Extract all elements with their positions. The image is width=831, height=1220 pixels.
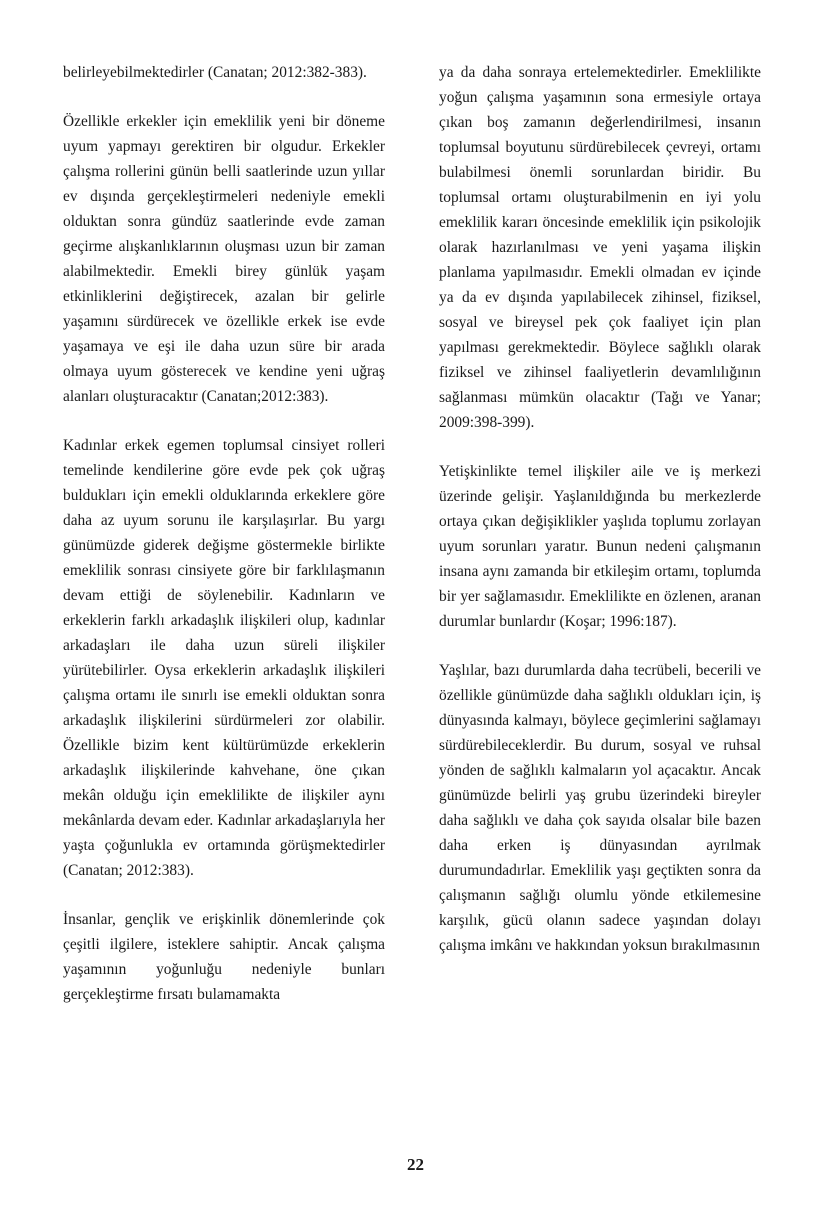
paragraph: Özellikle erkekler için emeklilik yeni bir döneme uyum yapmayı gerektiren bir olgudur. Erkekler çalışma rollerini günün belli saatlerinde uzun yıllar ev dışında gerçekleştirmeleri nedeniyle emekli olduktan sonra gündüz saatlerinde evde zaman geçirme alışkanlıklarının oluşması uzun bir zaman alabilmektedir. Emekli birey günlük yaşam etkinliklerini değiştirecek, azalan bir gelirle yaşamını sürdürecek ve özellikle erkek ise evde yaşamaya ve eşi ile daha uzun süre bir arada olmaya uyum gösterecek ve kendine yeni uğraş alanları oluşturacaktır (Canatan;2012:383).	[63, 113, 385, 405]
paragraph: Yaşlılar, bazı durumlarda daha tecrübeli, becerili ve özellikle günümüzde daha sağlıklı oldukları için, iş dünyasında kalmayı, böylece geçimlerini sağlamayı sürdürebileceklerdir. Bu durum, sosyal ve ruhsal yönden de sağlıklı kalmaların yol açacaktır. Ancak günümüzde belirli yaş grubu üzerindeki bireyler daha sağlıklı ve daha çok sayıda olsalar bile bazen daha erken iş dünyasından ayrılmak durumundadırlar. Emeklilik yaşı geçtikten sonra da çalışmanın sağlığı olumlu yönde etkilemesine karşılık, gücü olanın sadece yaşından dolayı çalışma imkânı ve hakkından yoksun bırakılmasının	[439, 662, 761, 954]
paragraph: belirleyebilmektedirler (Canatan; 2012:382-383).	[63, 64, 367, 81]
paragraph: ya da daha sonraya ertelemektedirler. Emeklilikte yoğun çalışma yaşamının sona ermesiyle ortaya çıkan boş zamanın değerlendirilmesi, insanın toplumsal boyutunu sürdürebilecek çevreyi, ortamı bulabilmesi önemli sorunlardan biridir. Bu toplumsal ortamı oluşturabilmenin en iyi yolu emeklilik kararı öncesinde emeklilik için psikolojik olarak hazırlanılması ve yeni yaşama ilişkin planlama yapılmasıdır. Emekli olmadan ev içinde ya da ev dışında yapılabilecek zihinsel, fiziksel, sosyal ve bireysel pek çok faaliyet için plan yapılması gerekmektedir. Böylece sağlıklı olarak fiziksel ve zihinsel faaliyetlerin devamlılığının sağlanması mümkün olacaktır (Tağı ve Yanar; 2009:398-399).	[439, 64, 761, 431]
right-text-column	[439, 60, 761, 982]
left-text-column	[63, 60, 385, 1031]
paragraph: Kadınlar erkek egemen toplumsal cinsiyet rolleri temelinde kendilerine göre evde pek çok uğraş buldukları için emekli olduklarında erkeklere göre daha az uyum sorunu ile karşılaşırlar. Bu yargı günümüzde giderek değişme göstermekle birlikte emeklilik sonrası cinsiyete göre bir farklılaşmanın devam ettiği de söylenebilir. Kadınların ve erkeklerin farklı arkadaşlık ilişkileri olup, kadınlar arkadaşları ile daha uzun süreli ilişkiler yürütebilirler. Oysa erkeklerin arkadaşlık ilişkileri çalışma ortamı ile sınırlı ise emekli olduktan sonra arkadaşlık ilişkilerini sürdürmeleri zor olabilir. Özellikle bizim kent kültürümüzde erkeklerin arkadaşlık ilişkilerinde kahvehane, öne çıkan mekân olduğu için emeklilikte de ilişkiler aynı mekânlarda devam eder. Kadınlar arkadaşlarıyla her yaşta çoğunlukla ev ortamında görüşmektedirler (Canatan; 2012:383).	[63, 437, 385, 879]
paragraph: Yetişkinlikte temel ilişkiler aile ve iş merkezi üzerinde gelişir. Yaşlanıldığında bu merkezlerde ortaya çıkan değişiklikler yaşlıda toplumu zorlayan uyum sorunları yaratır. Bunun nedeni çalışmanın insana aynı zamanda bir etkileşim ortamı, toplumda bir yer sağlamasıdır. Emeklilikte en özlenen, aranan durumlar bunlardır (Koşar; 1996:187).	[439, 463, 761, 630]
page-number: 22	[407, 1155, 424, 1174]
paragraph: İnsanlar, gençlik ve erişkinlik dönemlerinde çok çeşitli ilgilere, isteklere sahiptir. Ancak çalışma yaşamının yoğunluğu nedeniyle bunları gerçekleştirme fırsatı bulamamakta	[63, 911, 385, 1003]
